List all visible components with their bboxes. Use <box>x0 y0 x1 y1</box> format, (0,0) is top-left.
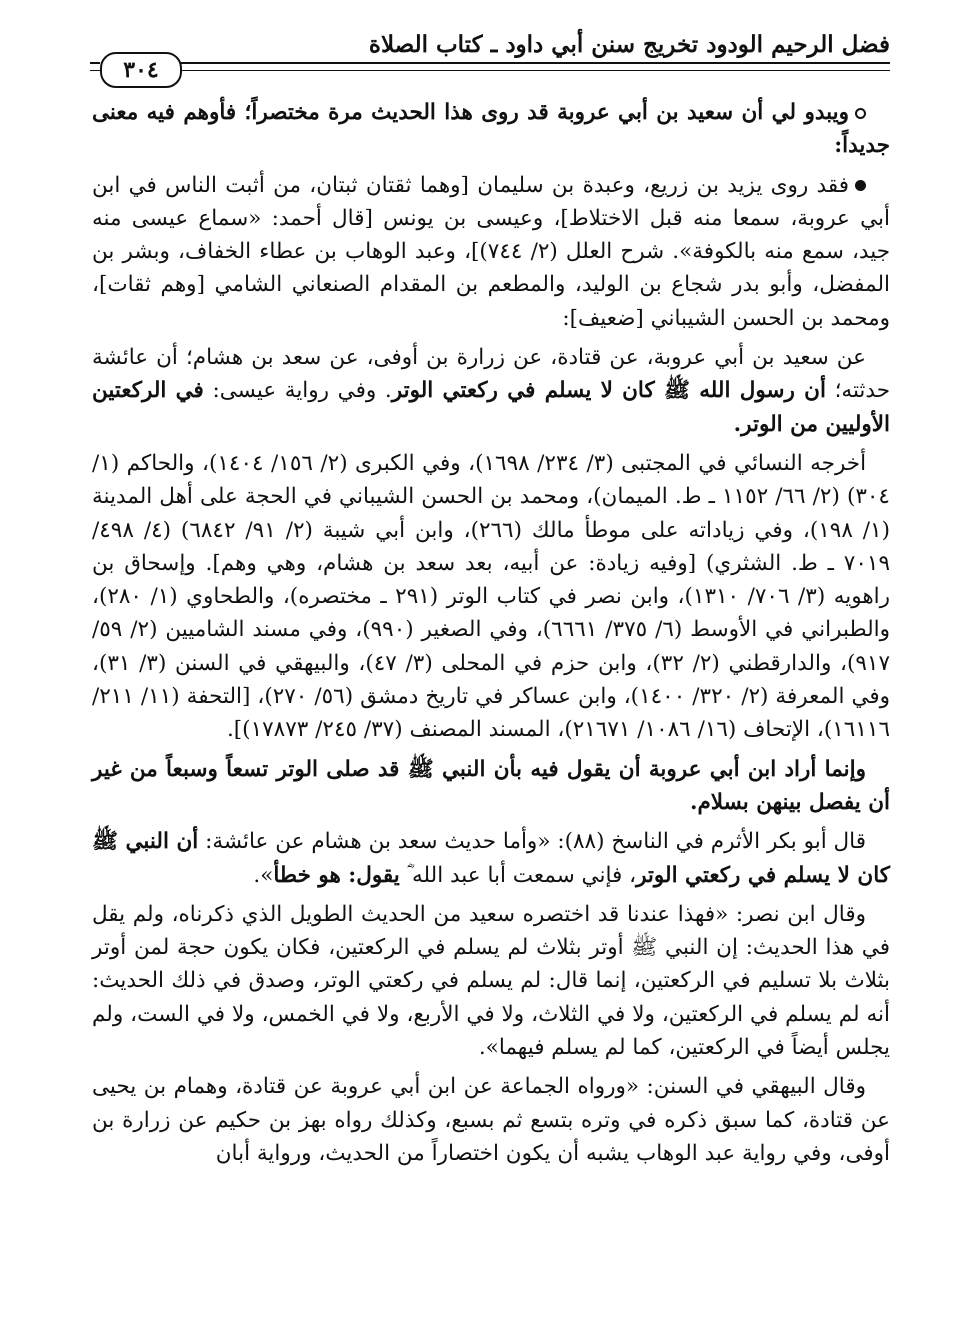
paragraph-3: عن سعيد بن أبي عروبة، عن قتادة، عن زرارة بن أوفى، عن سعد بن هشام؛ أن عائشة حدثته؛ أن رسول الله ﷺ كان لا يسلم في ركعتي الوتر. وفي رواية عيسى: في الركعتين الأوليين من الوتر. <box>92 345 890 437</box>
paragraph-6: قال أبو بكر الأثرم في الناسخ (٨٨): «وأما حديث سعد بن هشام عن عائشة: أن النبي ﷺ كان لا يسلم في ركعتي الوتر، فإني سمعت أبا عبد الله ؓ يقول: هو خطأ». <box>92 829 890 888</box>
filled-circle-icon <box>855 180 866 191</box>
paragraph-8: وقال البيهقي في السنن: «ورواه الجماعة عن ابن أبي عروبة عن قتادة، وهمام بن يحيى عن قتادة، كما سبق ذكره في وتره بتسع ثم بسبع، وكذلك رواه بهز بن حكيم عن زرارة بن أوفى، وفي رواية عبد الوهاب يشبه أن يكون اختصاراً من الحديث، ورواية أبان <box>92 1074 890 1166</box>
header-rule-top-left <box>90 62 100 64</box>
page-number: ٣٠٤ <box>100 52 182 88</box>
paragraph-7: وقال ابن نصر: «فهذا عندنا قد اختصره سعيد من الحديث الطويل الذي ذكرناه، ولم يقل في هذا الحديث: إن النبي ﷺ أوتر بثلاث لم يسلم في الركعتين، فكان يكون حجة لمن أوتر بثلاث بلا تسليم في الركعتين، إنما قال: لم يسلم في ركعتي الوتر، وصدق في ذلك الحديث: أنه لم يسلم في الركعتين، ولا في الثلاث، ولا في الأربع، ولا في الخمس، ولا في الست، ولم يجلس أيضاً في الركعتين، كما لم يسلم فيهما». <box>92 901 890 1061</box>
paragraph-2: فقد روى يزيد بن زريع، وعبدة بن سليمان [وهما ثقتان ثبتان، من أثبت الناس في ابن أبي عروبة، سمعا منه قبل الاختلاط]، وعيسى بن يونس [قال أحمد: «سماع عيسى منه جيد، سمع منه بالكوفة». شرح العلل (٢/ ٧٤٤)]، وعبد الوهاب بن عطاء الخفاف، وبشر بن المفضل، وأبو بدر شجاع بن الوليد، والمطعم بن المقدام الصنعاني الشامي [وهم ثقات]، ومحمد بن الحسن الشيباني [ضعيف]: <box>92 172 890 331</box>
running-header-title: فضل الرحيم الودود تخريج سنن أبي داود ـ كتاب الصلاة <box>368 31 890 58</box>
paragraph-5: وإنما أراد ابن أبي عروبة أن يقول فيه بأن النبي ﷺ قد صلى الوتر تسعاً وسبعاً من غير أن يفصل بينهن بسلام. <box>92 756 890 815</box>
header-rule-bottom-left <box>90 70 100 71</box>
paragraph-4-citations: أخرجه النسائي في المجتبى (٣/ ٢٣٤/ ١٦٩٨)، وفي الكبرى (٢/ ١٥٦/ ١٤٠٤)، والحاكم (١/ ٣٠٤) (٢/ ٦٦/ ١١٥٢ ـ ط. الميمان)، ومحمد بن الحسن الشيباني في الحجة على أهل المدينة (١/ ١٩٨)، وفي زياداته على موطأ مالك (٢٦٦)، وابن أبي شيبة (٢/ ٩١/ ٦٨٤٢) (٤/ ٤٩٨/ ٧٠١٩ ـ ط. الشثري) [وفيه زيادة: عن أبيه، بعد سعد بن هشام، وهي وهم]. وإسحاق بن راهويه (٣/ ٧٠٦/ ١٣١٠)، وابن نصر في كتاب الوتر (٢٩١ ـ مختصره)، والطحاوي (١/ ٢٨٠)، والطبراني في الأوسط (٦/ ٣٧٥/ ٦٦٦١)، وفي الصغير (٩٩٠)، وفي مسند الشاميين (٢/ ٥٩/ ٩١٧)، والدارقطني (٢/ ٣٢)، وابن حزم في المحلى (٣/ ٤٧)، والبيهقي في السنن (٣/ ٣١)، وفي المعرفة (٢/ ٣٢٠/ ١٤٠٠)، وابن عساكر في تاريخ دمشق (٥٦/ ٢٧٠)، [التحفة (١١/ ٢١١/ ١٦١١٦)، الإتحاف (١٦/ ١٠٨٦/ ٢١٦٧١)، المسند المصنف (٣٧/ ٢٤٥/ ١٧٨٧٣)]. <box>92 450 891 743</box>
circle-outline-icon <box>855 108 866 119</box>
paragraph-1: ويبدو لي أن سعيد بن أبي عروبة قد روى هذا الحديث مرة مختصراً؛ فأوهم فيه معنى جديداً: <box>92 100 890 159</box>
header-rule-bottom-right <box>178 70 890 71</box>
header-rule-top-right <box>178 62 890 64</box>
page-body <box>92 96 890 1176</box>
